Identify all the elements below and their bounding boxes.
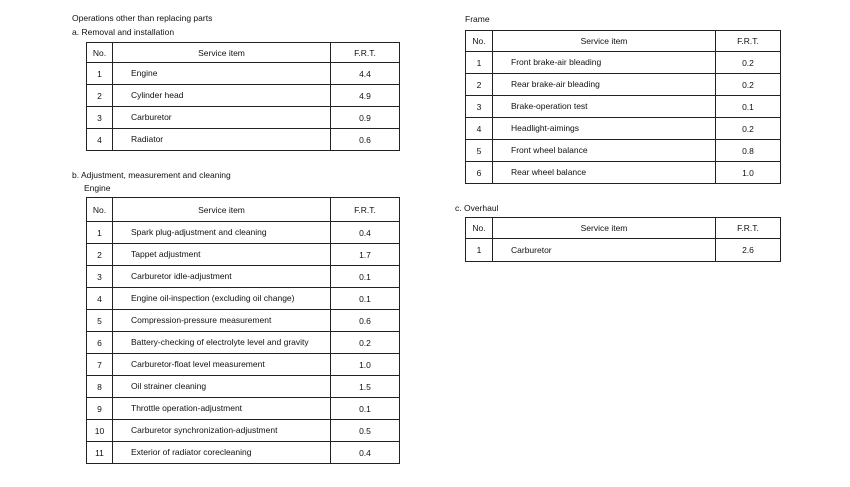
row-number: 1 xyxy=(466,52,493,74)
column-header-service-item: Service item xyxy=(493,218,716,239)
row-number: 11 xyxy=(87,442,113,464)
row-number: 10 xyxy=(87,420,113,442)
row-number: 2 xyxy=(87,85,113,107)
frt-value: 0.8 xyxy=(716,140,781,162)
frt-value: 0.2 xyxy=(716,74,781,96)
frt-value: 0.2 xyxy=(716,52,781,74)
frt-value: 0.5 xyxy=(331,420,400,442)
section-b-label: b. Adjustment, measurement and cleaning xyxy=(72,170,231,180)
table-row xyxy=(466,162,781,184)
service-item xyxy=(113,85,331,107)
column-header-frt: F.R.T. xyxy=(331,198,400,222)
column-header-frt: F.R.T. xyxy=(331,43,400,63)
row-number: 7 xyxy=(87,354,113,376)
service-item-text: Carburetor xyxy=(511,244,552,255)
row-number: 2 xyxy=(466,74,493,96)
service-item xyxy=(113,288,331,310)
section-a-label: a. Removal and installation xyxy=(72,27,175,37)
service-item xyxy=(493,239,716,262)
frt-value: 4.4 xyxy=(331,63,400,85)
service-item-text: Carburetor synchronization-adjustment xyxy=(131,425,278,435)
service-item-text: Rear brake-air bleading xyxy=(511,79,600,89)
frt-value: 0.9 xyxy=(331,107,400,129)
table-row xyxy=(87,222,400,244)
service-item-text: Throttle operation-adjustment xyxy=(131,403,243,413)
frame-label: Frame xyxy=(465,14,490,24)
service-item-text: Tappet adjustment xyxy=(131,249,201,259)
service-item xyxy=(113,376,331,398)
table-row xyxy=(466,74,781,96)
service-item xyxy=(113,129,331,151)
table-row xyxy=(87,107,400,129)
service-item xyxy=(493,74,716,96)
column-header-service-item: Service item xyxy=(113,198,331,222)
column-header-service-item: Service item xyxy=(113,43,331,63)
table-row xyxy=(87,129,400,151)
frt-value: 0.1 xyxy=(331,266,400,288)
frt-value: 0.1 xyxy=(331,288,400,310)
service-item-text: Rear wheel balance xyxy=(511,167,587,177)
removal-installation-table xyxy=(86,42,400,151)
row-number: 5 xyxy=(87,310,113,332)
frt-value: 1.5 xyxy=(331,376,400,398)
row-number: 1 xyxy=(87,63,113,85)
column-header-no: No. xyxy=(466,31,493,52)
row-number: 5 xyxy=(466,140,493,162)
column-header-frt: F.R.T. xyxy=(716,218,781,239)
page-heading: Operations other than replacing parts xyxy=(72,13,213,23)
table-row xyxy=(87,244,400,266)
column-header-frt: F.R.T. xyxy=(716,31,781,52)
frt-value: 0.4 xyxy=(331,442,400,464)
frt-value: 0.1 xyxy=(716,96,781,118)
table-row xyxy=(87,442,400,464)
service-item-text: Battery-checking of electrolyte level and gravity xyxy=(131,337,309,347)
column-header-no: No. xyxy=(87,43,113,63)
row-number: 6 xyxy=(87,332,113,354)
service-item xyxy=(113,244,331,266)
service-item-text: Cylinder head xyxy=(131,90,184,100)
table-row xyxy=(87,288,400,310)
table-row xyxy=(87,398,400,420)
service-item-text: Exterior of radiator corecleaning xyxy=(131,447,252,457)
service-item-text: Engine oil-inspection (excluding oil change) xyxy=(131,293,295,303)
overhaul-table xyxy=(465,217,781,262)
column-header-no: No. xyxy=(466,218,493,239)
frt-value: 4.9 xyxy=(331,85,400,107)
column-header-no: No. xyxy=(87,198,113,222)
table-row xyxy=(87,354,400,376)
service-item-text: Brake-operation test xyxy=(511,101,588,111)
service-item-text: Carburetor-float level measurement xyxy=(131,359,265,369)
table-row xyxy=(87,310,400,332)
service-item-text: Front wheel balance xyxy=(511,145,588,155)
service-item xyxy=(113,63,331,85)
row-number: 9 xyxy=(87,398,113,420)
frt-value: 2.6 xyxy=(716,239,781,262)
service-item xyxy=(493,140,716,162)
frt-value: 1.0 xyxy=(331,354,400,376)
row-number: 4 xyxy=(466,118,493,140)
table-row xyxy=(87,420,400,442)
table-row xyxy=(87,63,400,85)
service-item xyxy=(113,332,331,354)
row-number: 1 xyxy=(466,239,493,262)
table-row xyxy=(466,140,781,162)
table-row xyxy=(466,118,781,140)
frt-value: 0.2 xyxy=(716,118,781,140)
row-number: 3 xyxy=(87,266,113,288)
table-row xyxy=(87,85,400,107)
service-item-text: Engine xyxy=(131,68,158,78)
service-item xyxy=(493,52,716,74)
service-item xyxy=(113,310,331,332)
service-item-text: Headlight-aimings xyxy=(511,123,580,133)
frt-value: 0.6 xyxy=(331,310,400,332)
row-number: 3 xyxy=(87,107,113,129)
row-number: 8 xyxy=(87,376,113,398)
table-row xyxy=(87,376,400,398)
row-number: 4 xyxy=(87,129,113,151)
service-item-text: Oil strainer cleaning xyxy=(131,381,207,391)
service-item xyxy=(113,107,331,129)
table-row xyxy=(87,266,400,288)
row-number: 6 xyxy=(466,162,493,184)
service-item xyxy=(113,222,331,244)
section-b-sublabel: Engine xyxy=(84,183,111,193)
service-item xyxy=(113,266,331,288)
row-number: 3 xyxy=(466,96,493,118)
table-row xyxy=(87,332,400,354)
table-row xyxy=(466,239,781,262)
section-c-label: c. Overhaul xyxy=(455,203,499,213)
service-item-text: Front brake-air bleading xyxy=(511,57,602,67)
service-item-text: Carburetor idle-adjustment xyxy=(131,271,232,281)
column-header-service-item: Service item xyxy=(493,31,716,52)
service-item xyxy=(493,96,716,118)
row-number: 2 xyxy=(87,244,113,266)
table-row xyxy=(466,96,781,118)
frt-value: 1.7 xyxy=(331,244,400,266)
frt-value: 1.0 xyxy=(716,162,781,184)
service-item xyxy=(493,118,716,140)
row-number: 1 xyxy=(87,222,113,244)
frame-table xyxy=(465,30,781,184)
frt-value: 0.1 xyxy=(331,398,400,420)
adjustment-measurement-table xyxy=(86,197,400,464)
service-item-text: Carburetor xyxy=(131,112,172,122)
service-item xyxy=(113,354,331,376)
service-item xyxy=(113,420,331,442)
frt-value: 0.4 xyxy=(331,222,400,244)
service-item xyxy=(113,398,331,420)
table-row xyxy=(466,52,781,74)
frt-value: 0.2 xyxy=(331,332,400,354)
service-item-text: Compression-pressure measurement xyxy=(131,315,272,325)
service-item xyxy=(493,162,716,184)
frt-value: 0.6 xyxy=(331,129,400,151)
row-number: 4 xyxy=(87,288,113,310)
service-item-text: Spark plug-adjustment and cleaning xyxy=(131,227,267,237)
service-item xyxy=(113,442,331,464)
service-item-text: Radiator xyxy=(131,134,164,144)
